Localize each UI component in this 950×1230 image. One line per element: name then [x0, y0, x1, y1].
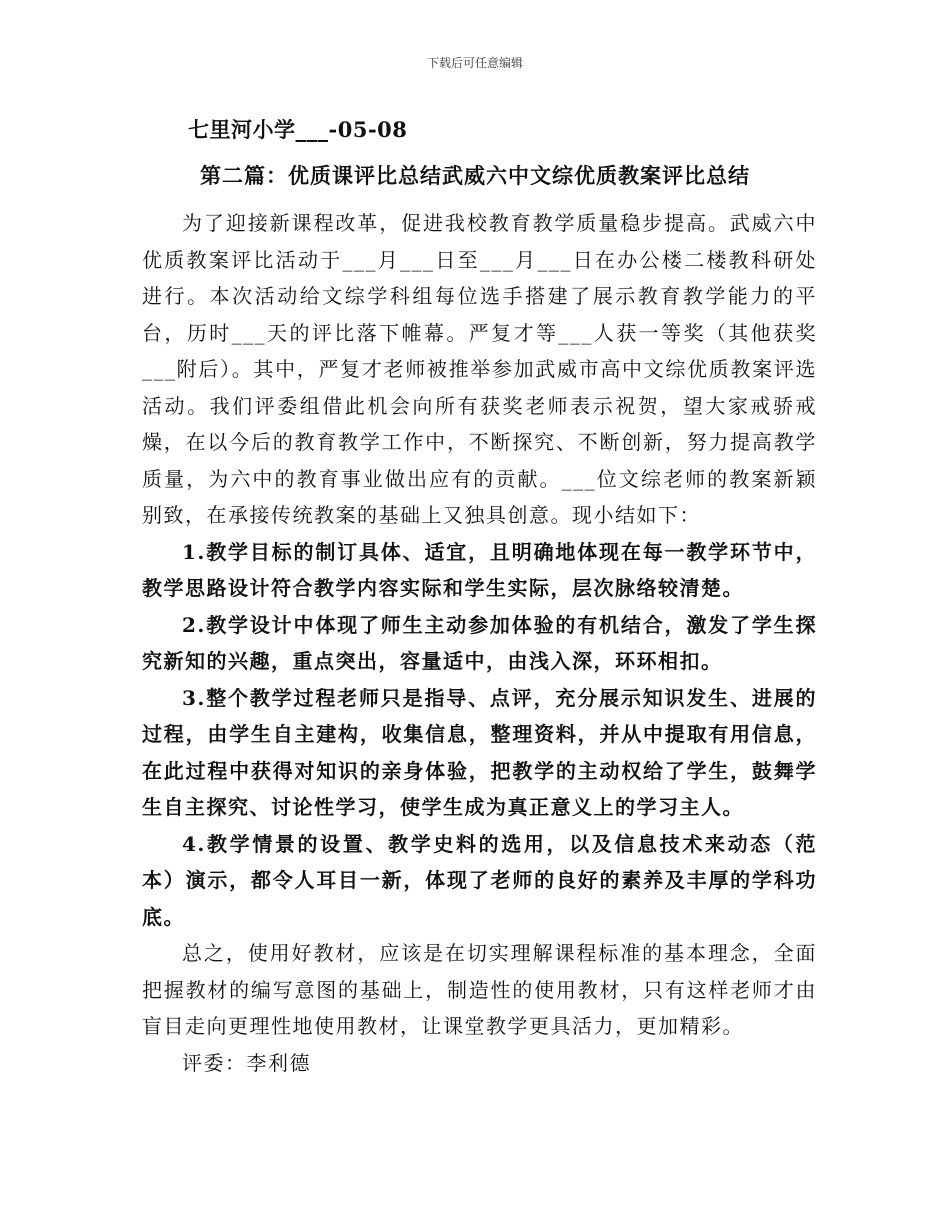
page-header-note: 下载后可任意编辑 [426, 56, 523, 70]
school-date-line: 七里河小学___-05-08 [188, 117, 408, 142]
conclusion-paragraph: 总之，使用好教材，应该是在切实理解课程标准的基本理念，全面把握教材的编写意图的基础上，制造性的使用教材，只有这样老师才由盲目走向更理性地使用教材，让课堂教学更具活力，更加精彩。 [142, 941, 817, 1038]
summary-point-3: 3.整个教学过程老师只是指导、点评，充分展示知识发生、进展的过程，由学生自主建构，收集信息，整理资料，并从中提取有用信息，在此过程中获得对知识的亲身体验，把教学的主动权给了学生，鼓舞学生自主探究、讨论性学习，使学生成为真正意义上的学习主人。 [142, 685, 817, 819]
summary-point-2: 2.教学设计中体现了师生主动参加体验的有机结合，激发了学生探究新知的兴趣，重点突出，容量适中，由浅入深，环环相扣。 [142, 612, 817, 673]
judge-signature: 评委：李利德 [182, 1050, 311, 1075]
document-body [142, 205, 817, 1081]
summary-point-4: 4.教学情景的设置、教学史料的选用，以及信息技术来动态（范本）演示，都令人耳目一新，体现了老师的良好的素养及丰厚的学科功底。 [142, 831, 817, 929]
intro-paragraph: 为了迎接新课程改革，促进我校教育教学质量稳步提高。武威六中优质教案评比活动于___月___日至___月___日在办公楼二楼教科研处进行。本次活动给文综学科组每位选手搭建了展示教育教学能力的平台，历时___天的评比落下帷幕。严复才等___人获一等奖（其他获奖___附后）。其中，严复才老师被推举参加武威市高中文综优质教案评选活动。我们评委组借此机会向所有获奖老师表示祝贺，望大家戒骄戒燥，在以今后的教育教学工作中，不断探究、不断创新，努力提高教学质量，为六中的教育事业做出应有的贡献。___位文综老师的教案新颖别致，在承接传统教案的基础上又独具创意。现小结如下： [142, 211, 817, 527]
summary-point-1: 1.教学目标的制订具体、适宜，且明确地体现在每一教学环节中，教学思路设计符合教学内容实际和学生实际，层次脉络较清楚。 [142, 539, 817, 600]
section-title: 第二篇：优质课评比总结武威六中文综优质教案评比总结 [200, 163, 750, 188]
